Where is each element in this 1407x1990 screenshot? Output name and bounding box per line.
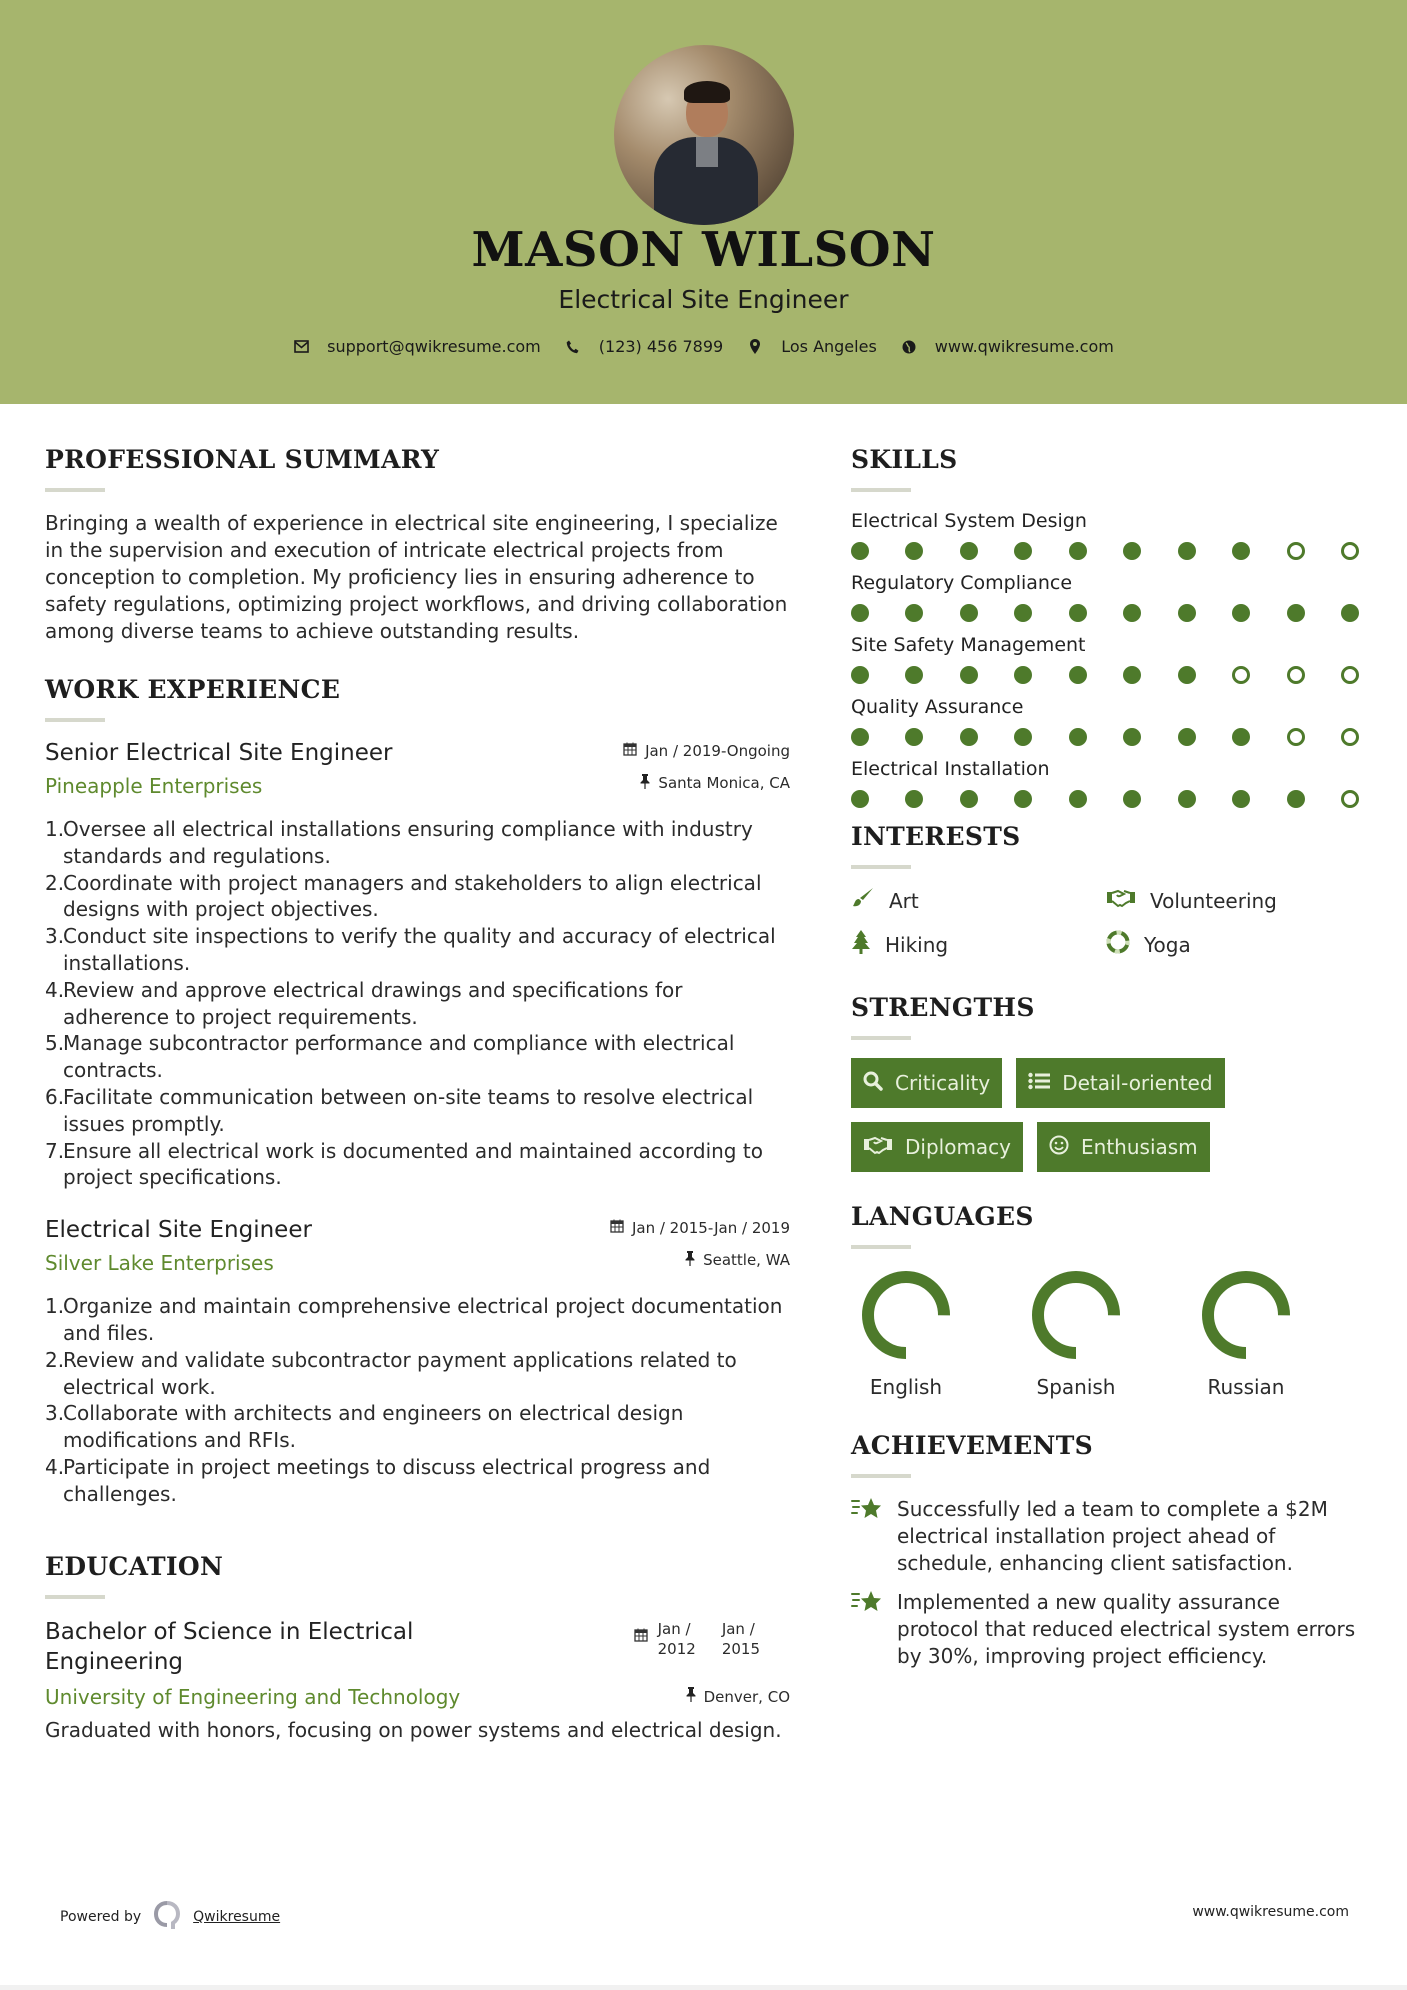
section-heading: ACHIEVEMENTS [851,1431,1093,1460]
list-item: 2. Coordinate with project managers and stakeholders to align electrical designs with project objectives. [45,870,762,922]
qwikresume-link[interactable]: Qwikresume [193,1909,281,1925]
section-divider [851,1036,911,1040]
smile-icon [1049,1135,1069,1160]
rating-dot-filled [1123,790,1141,808]
language-progress-ring [858,1267,954,1363]
contact-phone[interactable]: (123) 456 7899 [565,337,723,356]
strength-badge: Enthusiasm [1037,1122,1210,1172]
page-bottom-border [0,1985,1407,1990]
rating-dot-filled [1287,790,1305,808]
language-item [1191,1267,1301,1399]
strengths-section [851,993,1371,1172]
language-name: Russian [1207,1375,1285,1399]
section-heading: SKILLS [851,445,958,474]
profile-photo [614,45,794,225]
rating-dot-filled [1069,790,1087,808]
job-location: Seattle, WA [703,1251,790,1270]
rating-dot-filled [905,790,923,808]
section-heading: WORK EXPERIENCE [45,675,341,704]
summary-section [45,445,790,645]
job-company: Pineapple Enterprises [45,774,263,798]
education-description: Graduated with honors, focusing on power systems and electrical design. [45,1717,782,1742]
language-progress-ring [1028,1267,1124,1363]
rating-dot-filled [905,542,923,560]
calendar-icon [634,1627,648,1647]
rating-dot-filled [960,604,978,622]
section-divider [45,1595,105,1599]
rating-dot-filled [960,666,978,684]
shooting-star-icon [851,1496,883,1577]
skill-name: Electrical Installation [851,758,1050,780]
rating-dot-filled [1232,542,1250,560]
rating-dot-filled [1123,604,1141,622]
languages-section [851,1202,1371,1399]
rating-dot-filled [1232,604,1250,622]
section-divider [851,1474,911,1478]
left-column [45,445,790,1744]
degree-title: Bachelor of Science in Electrical Engineering [45,1618,414,1675]
rating-dot-filled [1123,542,1141,560]
skill-item [851,696,1371,746]
rating-dot-empty [1287,666,1305,684]
language-name: English [869,1375,943,1399]
job-bullets [45,1293,790,1507]
phone-icon [565,339,581,355]
rating-dot-filled [851,790,869,808]
candidate-title: Electrical Site Engineer [558,285,849,314]
rating-dot-filled [1014,790,1032,808]
job-dates: Jan / 2015-Jan / 2019 [631,1219,790,1238]
rating-dot-filled [960,790,978,808]
skill-rating [851,604,1359,622]
section-divider [45,488,105,492]
job-bullets [45,816,790,1191]
rating-dot-empty [1287,542,1305,560]
envelope-icon [293,339,309,355]
strength-badge: Diplomacy [851,1122,1023,1172]
section-divider [45,718,105,722]
skill-item [851,510,1371,560]
interest-item: Yoga [1106,930,1361,959]
skills-section [851,445,1371,808]
list-item: 1. Oversee all electrical installations ensuring compliance with industry standards and regulations. [45,817,753,868]
rating-dot-filled [1069,542,1087,560]
rating-dot-filled [960,542,978,560]
education-dates: Jan / 2012 Jan / 2015 [634,1619,760,1677]
pushpin-icon [686,1687,696,1706]
list-item: 4. Participate in project meetings to discuss electrical progress and challenges. [45,1454,711,1506]
job-title: Electrical Site Engineer [45,1217,312,1244]
rating-dot-filled [1341,604,1359,622]
skill-rating [851,666,1359,684]
rating-dot-filled [1178,542,1196,560]
skill-rating [851,728,1359,746]
achievements-section [851,1431,1371,1670]
job-dates: Jan / 2019-Ongoing [645,742,790,760]
rating-dot-filled [851,728,869,746]
experience-section [45,675,790,1508]
rating-dot-filled [1178,666,1196,684]
language-item [1021,1267,1131,1399]
rating-dot-empty [1341,542,1359,560]
interests-section [851,822,1371,959]
job-entry [45,740,790,1191]
handshake-icon [1106,888,1136,913]
rating-dot-empty [1287,728,1305,746]
achievement-item: Implemented a new quality assurance protocol that reduced electrical system errors by 30%, improving project efficiency. [851,1589,1371,1670]
rating-dot-filled [1014,728,1032,746]
rating-dot-filled [1178,790,1196,808]
pushpin-icon [685,1251,695,1270]
globe-icon [901,339,917,355]
contact-location: Los Angeles [747,337,877,356]
right-column [851,445,1371,1682]
list-item: 1. Organize and maintain comprehensive electrical project documentation and files. [45,1294,783,1345]
rating-dot-filled [1123,728,1141,746]
skill-rating [851,790,1359,808]
paintbrush-icon [851,887,875,914]
rating-dot-filled [1178,728,1196,746]
candidate-name: MASON WILSON [471,222,936,278]
rating-dot-filled [1014,604,1032,622]
calendar-icon [623,742,637,760]
section-heading: INTERESTS [851,822,1021,851]
qwikresume-logo-icon [153,1900,181,1934]
rating-dot-filled [1069,666,1087,684]
list-item: 3. Collaborate with architects and engineers on electrical design modifications and RFIs. [45,1401,684,1453]
job-location: Santa Monica, CA [658,774,790,792]
list-item: 3. Conduct site inspections to verify the quality and accuracy of electrical installations. [45,924,776,975]
powered-by: Powered by Qwikresume [60,1900,280,1934]
job-entry [45,1217,790,1507]
shooting-star-icon [851,1589,883,1670]
rating-dot-filled [1232,728,1250,746]
section-divider [851,865,911,869]
rating-dot-filled [1069,604,1087,622]
rating-dot-filled [905,728,923,746]
section-heading: STRENGTHS [851,993,1035,1022]
resume-header [0,0,1407,404]
rating-dot-empty [1341,666,1359,684]
skill-item [851,634,1371,684]
achievement-item: Successfully led a team to complete a $2M electrical installation project ahead of schedule, enhancing client satisfaction. [851,1496,1371,1577]
interest-item: Art [851,887,1106,914]
list-item: 6. Facilitate communication between on-site teams to resolve electrical issues promptly. [45,1084,754,1136]
language-progress-ring [1198,1267,1294,1363]
rating-dot-filled [1014,542,1032,560]
skill-name: Electrical System Design [851,510,1087,532]
map-marker-icon [747,339,763,355]
section-heading: LANGUAGES [851,1202,1034,1231]
contact-website[interactable]: www.qwikresume.com [901,337,1114,356]
contact-bar [0,337,1407,356]
skill-name: Regulatory Compliance [851,572,1073,594]
interest-item: Volunteering [1106,887,1361,914]
calendar-icon [610,1219,624,1237]
list-icon [1028,1071,1050,1095]
education-section [45,1552,790,1744]
pushpin-icon [640,774,650,793]
job-title: Senior Electrical Site Engineer [45,740,393,766]
rating-dot-filled [905,604,923,622]
tree-icon [851,930,871,959]
institution-name: University of Engineering and Technology [45,1684,461,1709]
contact-email[interactable]: support@qwikresume.com [293,337,541,356]
skill-item [851,758,1371,808]
rating-dot-filled [851,666,869,684]
skill-name: Site Safety Management [851,634,1086,656]
rating-dot-filled [1232,790,1250,808]
interest-item: Hiking [851,930,1106,959]
rating-dot-filled [1178,604,1196,622]
section-divider [851,488,911,492]
handshake-icon [863,1135,893,1160]
rating-dot-filled [1123,666,1141,684]
rating-dot-filled [1287,604,1305,622]
section-heading: PROFESSIONAL SUMMARY [45,445,440,474]
skill-name: Quality Assurance [851,696,1024,718]
list-item: 4. Review and approve electrical drawings and specifications for adherence to project requirements. [45,977,683,1029]
strength-badge: Detail-oriented [1016,1058,1224,1108]
summary-text: Bringing a wealth of experience in electrical site engineering, I specialize in the supervision and execution of intricate electrical projects from conception to completion. My proficiency lies in ensuring adherence to safety regulations, optimizing project workflows, and driving collaboration among diverse teams to achieve outstanding results. [45,511,788,643]
rating-dot-filled [851,604,869,622]
language-name: Spanish [1036,1375,1116,1399]
search-icon [863,1071,883,1096]
skill-rating [851,542,1359,560]
page-footer [0,1900,1407,1940]
education-location: Denver, CO [703,1687,790,1706]
section-heading: EDUCATION [45,1551,224,1581]
list-item: 5. Manage subcontractor performance and compliance with electrical contracts. [45,1031,735,1083]
section-divider [851,1245,911,1249]
life-ring-icon [1106,930,1130,959]
strength-badge: Criticality [851,1058,1002,1108]
rating-dot-empty [1232,666,1250,684]
list-item: 2. Review and validate subcontractor payment applications related to electrical work. [45,1347,737,1399]
rating-dot-empty [1341,728,1359,746]
language-item [851,1267,961,1399]
rating-dot-filled [851,542,869,560]
footer-website[interactable]: www.qwikresume.com [1192,1904,1349,1920]
rating-dot-filled [1014,666,1032,684]
skill-item [851,572,1371,622]
rating-dot-filled [960,728,978,746]
list-item: 7. Ensure all electrical work is documented and maintained according to project specifications. [45,1138,763,1190]
rating-dot-filled [905,666,923,684]
job-company: Silver Lake Enterprises [45,1251,274,1276]
rating-dot-empty [1341,790,1359,808]
rating-dot-filled [1069,728,1087,746]
